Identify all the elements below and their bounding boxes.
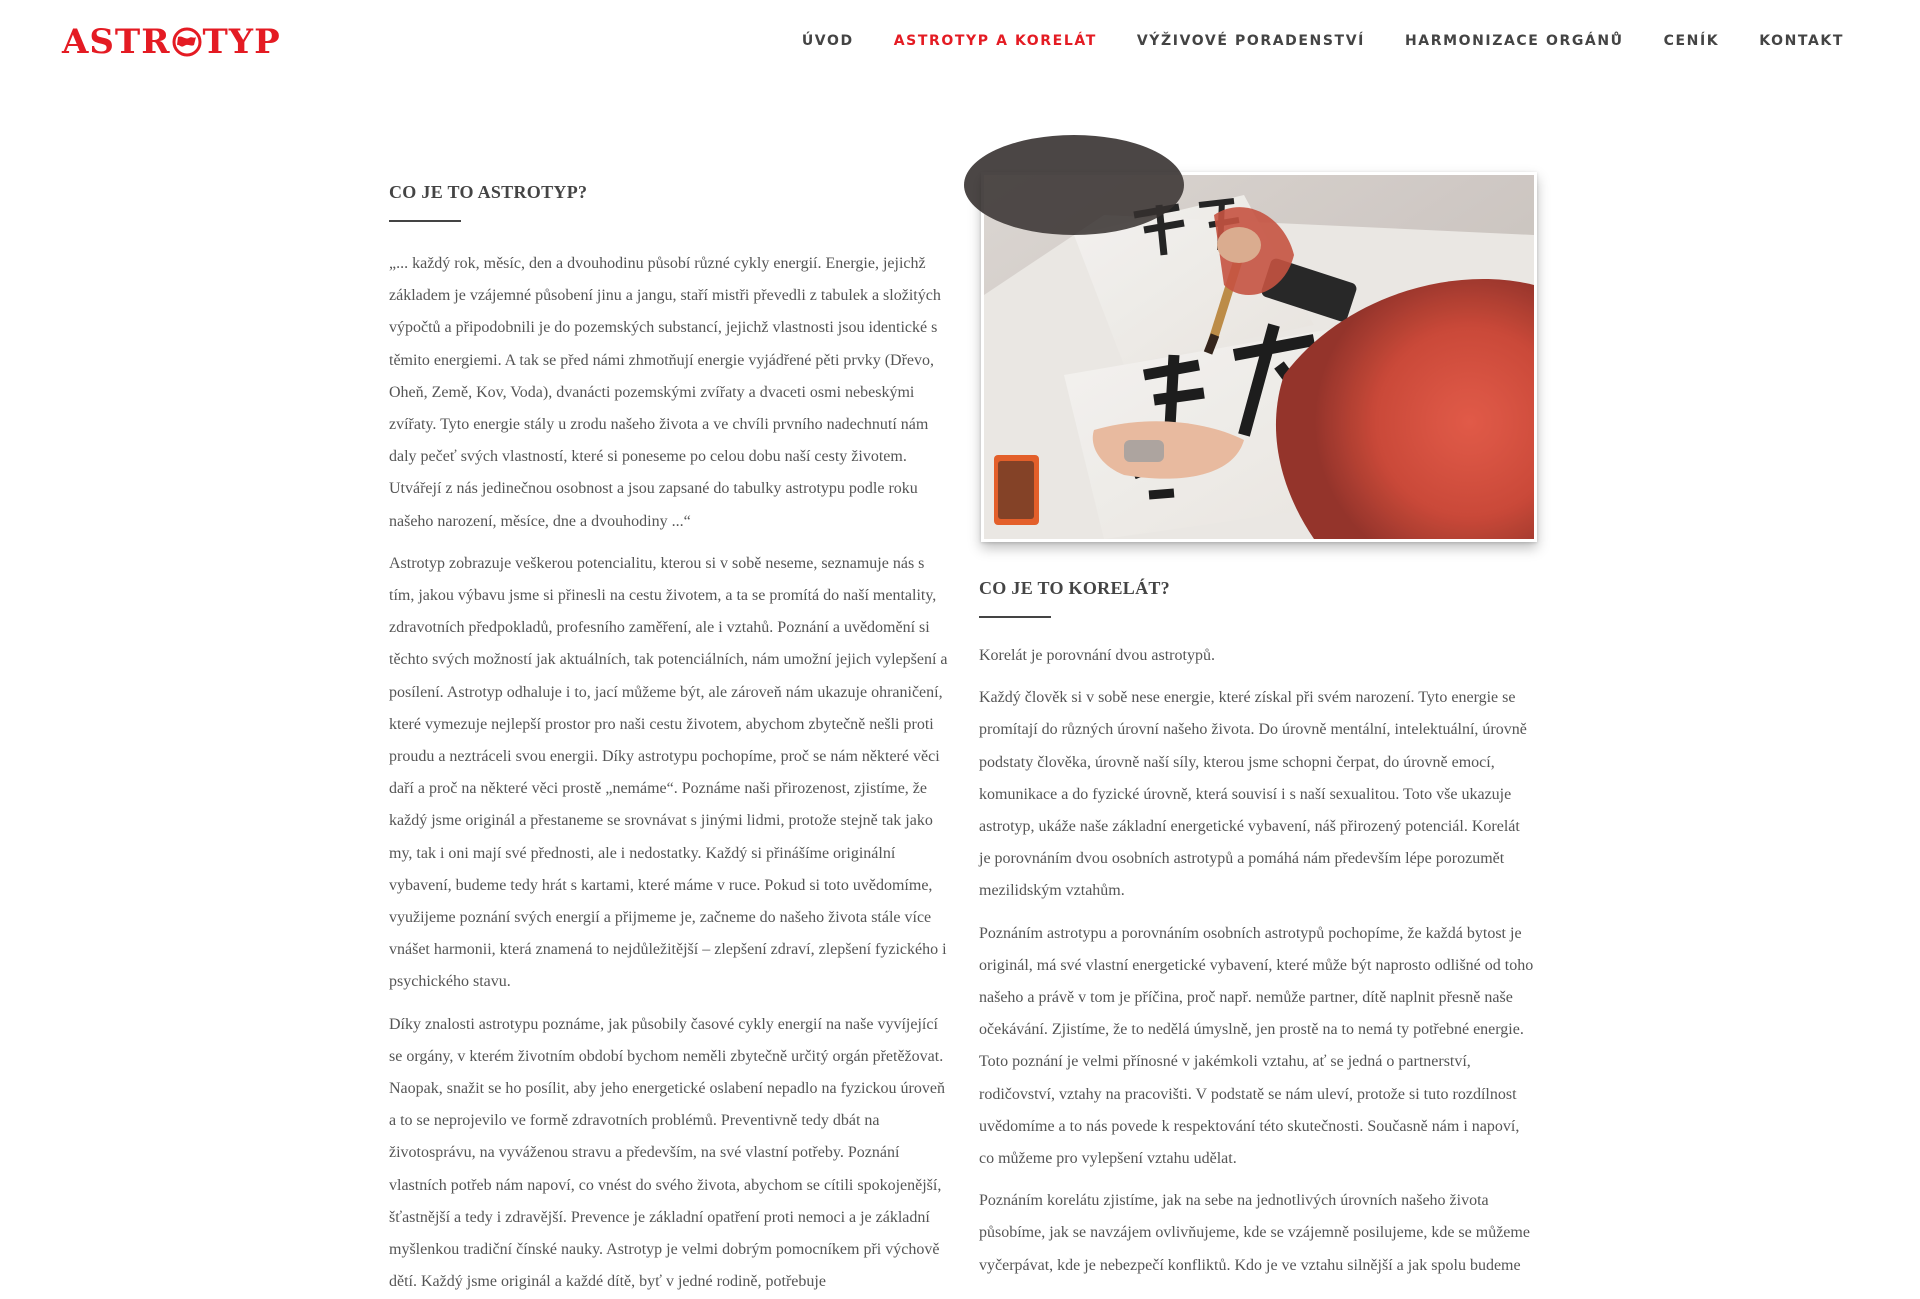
korelat-paragraph-3: Poznáním astrotypu a porovnáním osobních astrotypů pochopíme, že každá bytost je originál, má své vlastní energetické vybavení, které může být naprosto odlišné od toho našeho a právě v tom je příčina, proč např. nemůže partner, dítě naplnit přesně naše očekávání. Zjistíme, že to nedělá úmyslně, jen prostě na to nemá ty potřebné energie. Toto poznání je velmi přínosné v jakémkoli vztahu, ať se jedná o partnerství, rodičovství, vztahy na pracovišti. V podstatě se nám uleví, protože si tuto rozdílnost uvědomíme a to nás povede k respektování této skutečnosti. Současně nám i napoví, co můžeme pro vylepšení vztahu udělat. <box>979 924 1534 1168</box>
logo-text-end: TYP <box>202 22 281 62</box>
korelat-paragraph-4: Poznáním korelátu zjistíme, jak na sebe na jednotlivých úrovních našeho života působíme, jak se navzájem ovlivňujeme, kde se vzájemně posilujeme, kde se můžeme vyčerpávat, kde je nebezpečí konfliktů. Kdo je ve vztahu silnější a jak spolu budeme <box>979 1192 1530 1274</box>
nav-item-cenik[interactable]: CENÍK <box>1663 33 1720 49</box>
korelat-title: CO JE TO KORELÁT? <box>979 578 1170 598</box>
korelat-paragraph-2: Každý člověk si v sobě nese energie, které získal při svém narození. Tyto energie se promítají do různých úrovní našeho života. Do úrovně mentální, intelektuální, úrovně podstaty člověka, úrovně naší síly, kterou jsme schopni čerpat, do úrovně emocí, komunikace a do fyzické úrovně, která souvisí i s naší sexualitou. Toto vše ukazuje astrotyp, ukáže naše základní energetické vybavení, náš přirozený potenciál. Korelát je porovnáním dvou osobních astrotypů a pomáhá nám především lépe porozumět mezilidským vztahům. <box>979 689 1527 900</box>
nav-item-kontakt[interactable]: KONTAKT <box>1759 33 1844 49</box>
astrotyp-title: CO JE TO ASTROTYP? <box>389 182 588 202</box>
korelat-paragraph-1: Korelát je porovnání dvou astrotypů. <box>979 647 1215 664</box>
nav-item-harmonizace-organu[interactable]: HARMONIZACE ORGÁNŮ <box>1404 33 1624 49</box>
korelat-section <box>979 576 1535 1282</box>
site-header <box>0 0 1920 90</box>
logo-text-start: ASTR <box>62 22 171 62</box>
nav-item-astrotyp-a-korelat[interactable]: ASTROTYP A KORELÁT <box>893 33 1097 49</box>
nav-item-uvod[interactable]: ÚVOD <box>801 33 854 49</box>
nav-item-vyzivove-poradenstvi[interactable]: VÝŽIVOVÉ PORADENSTVÍ <box>1136 33 1365 49</box>
astrotyp-paragraph-3: Díky znalosti astrotypu poznáme, jak působily časové cykly energií na naše vyvíjející se orgány, v kterém životním období bychom neměli zbytečně určitý orgán přetěžovat. Naopak, snažit se ho posílit, aby jeho energetické oslabení nepadlo na fyzickou úroveň a to se neprojevilo ve formě zdravotních problémů. Preventivně tedy dbát na životosprávu, na vyváženou stravu a především, na své vlastní potřeby. Poznání vlastních potřeb nám napoví, co vnést do svého života, abychom se cítili spokojenější, šťastnější a tedy i zdravější. Prevence je základní opatření proti nemoci a je základní myšlenkou tradiční čínské nauky. Astrotyp je velmi dobrým pomocníkem při výchově dětí. Každý jsme originál a každé dítě, byť v jedné rodině, potřebuje <box>389 1015 945 1291</box>
astrotyp-paragraph-1: „... každý rok, měsíc, den a dvouhodinu působí různé cykly energií. Energie, jejichž základem je vzájemné působení jinu a jangu, staří mistři převedli z tabulek a složitých výpočtů a připodobnili je do pozemských substancí, jejichž vlastnosti jsou identické s těmito energiemi. A tak se před námi zhmotňují energie vyjádřené pěti prvky (Dřevo, Oheň, Země, Kov, Voda), dvanácti pozemskými zvířaty a dvaceti osmi nebeskými zvířaty. Tyto energie stály u zrodu našeho života a ve chvíli prvního nadechnutí nám daly pečeť svých vlastností, které si poneseme po celou dobu naší cesty životem. Utvářejí z nás jedinečnou osobnost a jsou zapsané do tabulky astrotypu podle roku našeho narození, měsíce, dne a dvouhodiny ...“ <box>389 255 941 530</box>
calligraphy-photo-icon <box>984 175 1534 539</box>
calligraphy-photo <box>981 172 1537 542</box>
globe-icon <box>172 27 202 57</box>
astrotyp-paragraph-2: Astrotyp zobrazuje veškerou potencialitu, kterou si v sobě neseme, seznamuje nás s tím, jakou výbavu jsme si přinesli na cestu životem, a ta se promítá do naší mentality, zdravotních předpokladů, profesního zaměření, ale i vztahů. Poznání a uvědomění si těchto svých možností jak aktuálních, tak potenciálních, nám umožní jejich vylepšení a posílení. Astrotyp odhaluje i to, jací můžeme být, ale zároveň nám ukazuje ohraničení, které vymezuje nejlepší prostor pro naši cestu životem, abychom zbytečně nešli proti proudu a neztráceli svou energii. Díky astrotypu pochopíme, proč se nám některé věci daří a proč na některé věci prostě „nemáme“. Poznáme naši přirozenost, zjistíme, že každý jsme originál a přestaneme se srovnávat s jinými lidmi, protože stejně tak jako my, tak i oni mají své přednosti, ale i nedostatky. Každý si přinášíme originální vybavení, budeme tedy hrát s kartami, které máme v ruce. Pokud si toto uvědomíme, využijeme poznání svých energií a přijmeme je, začneme do našeho života stále více vnášet harmonii, která znamená to nejdůležitější – zlepšení zdraví, zlepšení fyzického i psychického stavu. <box>389 554 948 991</box>
site-logo[interactable] <box>62 22 281 62</box>
astrotyp-section <box>389 180 949 1299</box>
main-nav <box>762 30 1844 52</box>
